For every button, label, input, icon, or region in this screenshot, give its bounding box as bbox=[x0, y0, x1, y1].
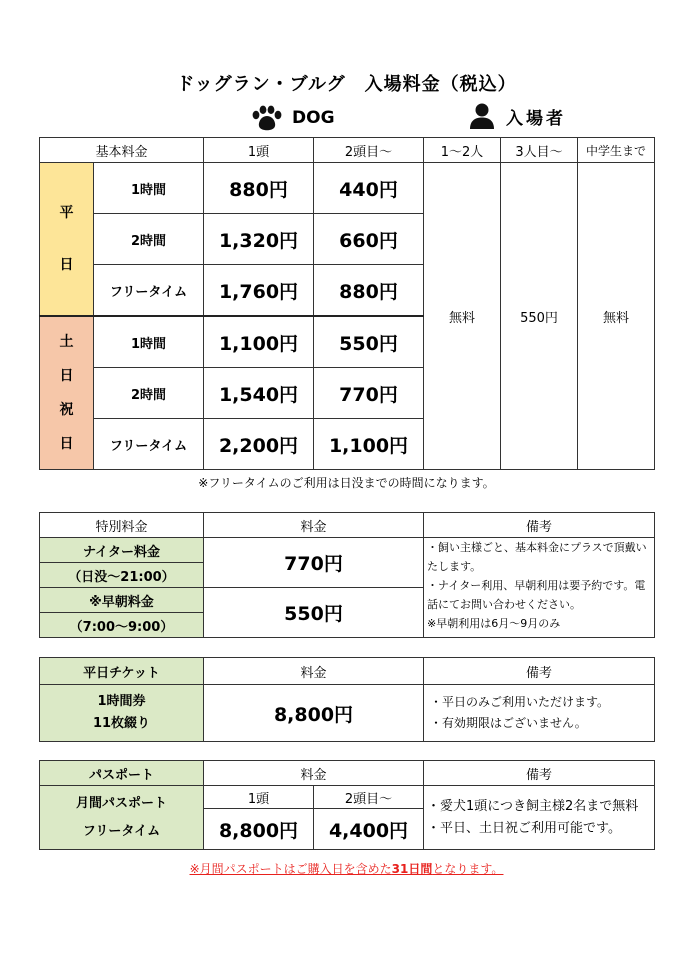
duration-cell: 2時間 bbox=[94, 214, 204, 265]
visitor-1-2-header: 1～2人 bbox=[424, 138, 501, 163]
passport-note bbox=[0, 860, 693, 877]
dog1-header: 1頭 bbox=[204, 786, 314, 809]
person-icon bbox=[468, 102, 496, 130]
price-cell: 1,100円 bbox=[314, 419, 424, 470]
price-cell: 770円 bbox=[314, 368, 424, 419]
passport-table bbox=[39, 760, 655, 850]
visitor-3plus-header: 3人目～ bbox=[501, 138, 578, 163]
passport-label: 月間パスポート フリータイム bbox=[40, 786, 204, 850]
morning-label: ※早朝料金 bbox=[40, 588, 204, 613]
night-time: （日没～21:00） bbox=[40, 563, 204, 588]
freetime-note: ※フリータイムのご利用は日没までの時間になります。 bbox=[198, 476, 495, 490]
visitor-label: 入場者 bbox=[506, 108, 566, 129]
visitor-3plus-fee: 550円 bbox=[501, 163, 578, 470]
holiday-category: 土 日 祝 日 bbox=[40, 316, 94, 470]
table-row bbox=[40, 163, 655, 214]
fee-header: 料金 bbox=[204, 658, 424, 685]
price-cell: 1,760円 bbox=[204, 265, 314, 317]
passport-dog2-price: 4,400円 bbox=[314, 809, 424, 850]
dog-header bbox=[250, 103, 335, 133]
dog2-header: 2頭目～ bbox=[314, 138, 424, 163]
remark-header: 備考 bbox=[424, 761, 655, 786]
price-cell: 1,320円 bbox=[204, 214, 314, 265]
duration-cell: 1時間 bbox=[94, 163, 204, 214]
passport-dog1-price: 8,800円 bbox=[204, 809, 314, 850]
remark-header: 備考 bbox=[424, 513, 655, 538]
price-cell: 1,540円 bbox=[204, 368, 314, 419]
basic-fee-header: 基本料金 bbox=[40, 138, 204, 163]
morning-price: 550円 bbox=[204, 588, 424, 638]
basic-header-row bbox=[40, 138, 655, 163]
page-title: ドッグラン・ブルグ 入場料金（税込） bbox=[176, 74, 517, 95]
price-cell: 660円 bbox=[314, 214, 424, 265]
passport-header-row bbox=[40, 761, 655, 786]
special-remarks: ・飼い主様ごと、基本料金にプラスで頂戴いたします。 ・ナイター利用、早朝利用は要予約です。電話にてお問い合わせください。 ※早朝利用は6月～9月のみ bbox=[424, 538, 655, 638]
morning-time: （7:00～9:00） bbox=[40, 613, 204, 638]
visitor-junior-header: 中学生まで bbox=[578, 138, 655, 163]
special-header-row bbox=[40, 513, 655, 538]
fee-header: 料金 bbox=[204, 761, 424, 786]
special-fee-table bbox=[39, 512, 655, 638]
duration-cell: 2時間 bbox=[94, 368, 204, 419]
passport-remarks: ・愛犬1頭につき飼主様2名まで無料 ・平日、土日祝ご利用可能です。 bbox=[424, 786, 655, 850]
visitor-1-2-fee: 無料 bbox=[424, 163, 501, 470]
ticket-header-row bbox=[40, 658, 655, 685]
remark-header: 備考 bbox=[424, 658, 655, 685]
passport-header: パスポート bbox=[40, 761, 204, 786]
special-fee-header: 特別料金 bbox=[40, 513, 204, 538]
basic-fee-table bbox=[39, 137, 655, 470]
night-price: 770円 bbox=[204, 538, 424, 588]
price-cell: 1,100円 bbox=[204, 316, 314, 368]
ticket-label: 1時間券 11枚綴り bbox=[40, 685, 204, 742]
visitor-header bbox=[468, 101, 566, 131]
dog2-header: 2頭目～ bbox=[314, 786, 424, 809]
table-row bbox=[40, 685, 655, 742]
duration-cell: 1時間 bbox=[94, 316, 204, 368]
duration-cell: フリータイム bbox=[94, 265, 204, 317]
visitor-junior-fee: 無料 bbox=[578, 163, 655, 470]
table-row bbox=[40, 538, 655, 563]
price-cell: 880円 bbox=[314, 265, 424, 317]
weekday-ticket-table bbox=[39, 657, 655, 742]
paw-icon bbox=[250, 105, 284, 131]
ticket-remarks: ・平日のみご利用いただけます。 ・有効期限はございません。 bbox=[424, 685, 655, 742]
fee-header: 料金 bbox=[204, 513, 424, 538]
price-cell: 2,200円 bbox=[204, 419, 314, 470]
table-row bbox=[40, 786, 655, 809]
duration-cell: フリータイム bbox=[94, 419, 204, 470]
weekday-category: 平 日 bbox=[40, 163, 94, 317]
passport-note-text: ※月間パスポートはご購入日を含めた31日間となります。 bbox=[189, 862, 504, 876]
dog1-header: 1頭 bbox=[204, 138, 314, 163]
dog-label: DOG bbox=[292, 108, 335, 128]
price-cell: 440円 bbox=[314, 163, 424, 214]
ticket-price: 8,800円 bbox=[204, 685, 424, 742]
night-label: ナイター料金 bbox=[40, 538, 204, 563]
ticket-header: 平日チケット bbox=[40, 658, 204, 685]
price-cell: 550円 bbox=[314, 316, 424, 368]
price-cell: 880円 bbox=[204, 163, 314, 214]
